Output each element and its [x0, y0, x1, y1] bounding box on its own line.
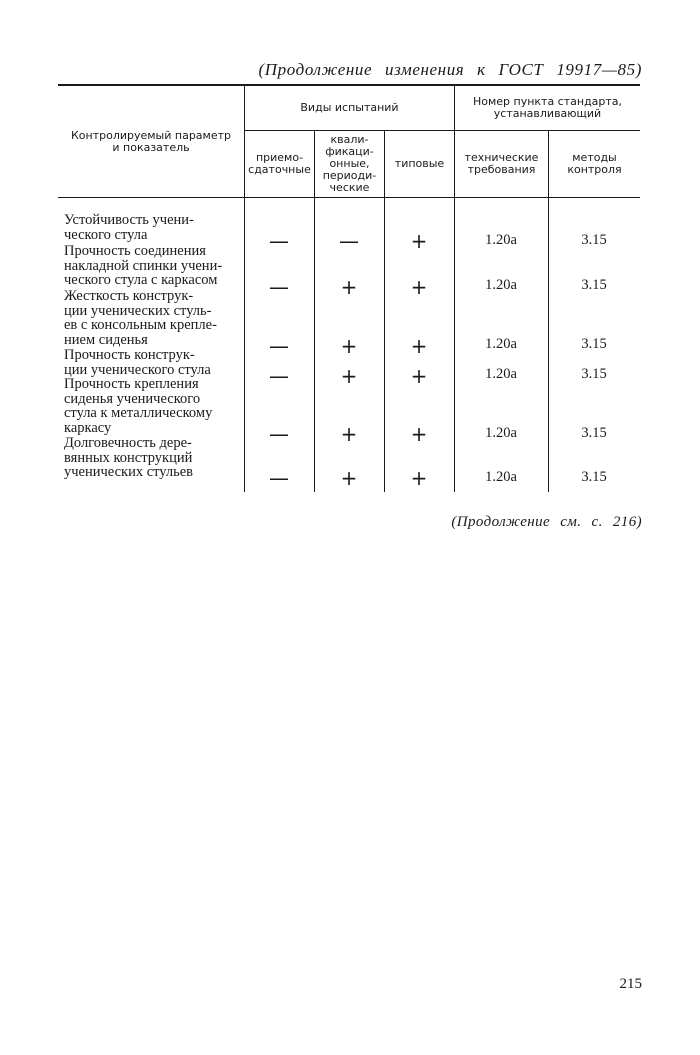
row-5-methods: 3.15: [581, 425, 607, 441]
row-5-tech-req: 1.20а: [485, 425, 517, 441]
row-4-methods: 3.15: [581, 366, 607, 382]
table-row-6-parameter: Долговечность дере- вянных конструкций ученических стульев: [64, 435, 194, 481]
header-methods: методы контроля: [567, 151, 622, 176]
row-4-acceptance: —: [269, 364, 289, 388]
header-parameter: Контролируемый параметр и показатель: [70, 128, 232, 154]
header-test-types: Виды испытаний: [300, 101, 399, 114]
row-2-qualification: +: [340, 275, 358, 299]
row-6-methods: 3.15: [581, 469, 607, 485]
row-6-tech-req: 1.20а: [485, 469, 517, 485]
row-2-type: +: [410, 275, 428, 299]
row-5-type: +: [410, 422, 428, 446]
table-row-1-parameter: Устойчивость учени- ческого стула: [64, 212, 194, 243]
row-1-methods: 3.15: [581, 232, 607, 248]
header-qualification: квали- фикаци- онные, периоди- ческие: [322, 133, 377, 194]
row-5-acceptance: —: [269, 422, 289, 446]
row-3-qualification: +: [340, 334, 358, 358]
row-3-methods: 3.15: [581, 336, 607, 352]
header-bottom-rule: [58, 197, 640, 198]
page-number: 215: [619, 976, 642, 992]
header-acceptance: приемо- сдаточные: [248, 151, 311, 176]
table-row-5-parameter: Прочность крепления сиденья ученического стула к металлическому каркасу: [64, 376, 213, 436]
row-2-methods: 3.15: [581, 277, 607, 293]
table-row-4-parameter: Прочность конструк- ции ученического стула: [64, 347, 211, 378]
continuation-header: (Продолжение изменения к ГОСТ 19917—85): [258, 60, 642, 79]
row-4-qualification: +: [340, 364, 358, 388]
row-1-qualification: —: [339, 229, 359, 253]
continuation-footer: (Продолжение см. с. 216): [451, 514, 642, 530]
row-6-qualification: +: [340, 466, 358, 490]
row-3-acceptance: —: [269, 334, 289, 358]
row-6-type: +: [410, 466, 428, 490]
table-row-3-parameter: Жесткость конструк- ции ученических стуль- ев с консольным крепле- нием сиденья: [64, 288, 217, 348]
row-1-tech-req: 1.20а: [485, 232, 517, 248]
row-3-type: +: [410, 334, 428, 358]
row-4-type: +: [410, 364, 428, 388]
row-1-type: +: [410, 229, 428, 253]
header-type: типовые: [394, 157, 445, 170]
row-6-acceptance: —: [269, 466, 289, 490]
header-standard-clause: Номер пункта стандарта, устанавливающий: [472, 95, 623, 120]
table-row-2-parameter: Прочность соединения накладной спинки учени- ческого стула с каркасом: [64, 243, 223, 289]
row-2-tech-req: 1.20а: [485, 277, 517, 293]
row-3-tech-req: 1.20а: [485, 336, 517, 352]
row-2-acceptance: —: [269, 275, 289, 299]
row-5-qualification: +: [340, 422, 358, 446]
header-tech-req: технические требования: [464, 151, 539, 176]
test-table: [58, 84, 640, 492]
row-4-tech-req: 1.20а: [485, 366, 517, 382]
row-1-acceptance: —: [269, 229, 289, 253]
